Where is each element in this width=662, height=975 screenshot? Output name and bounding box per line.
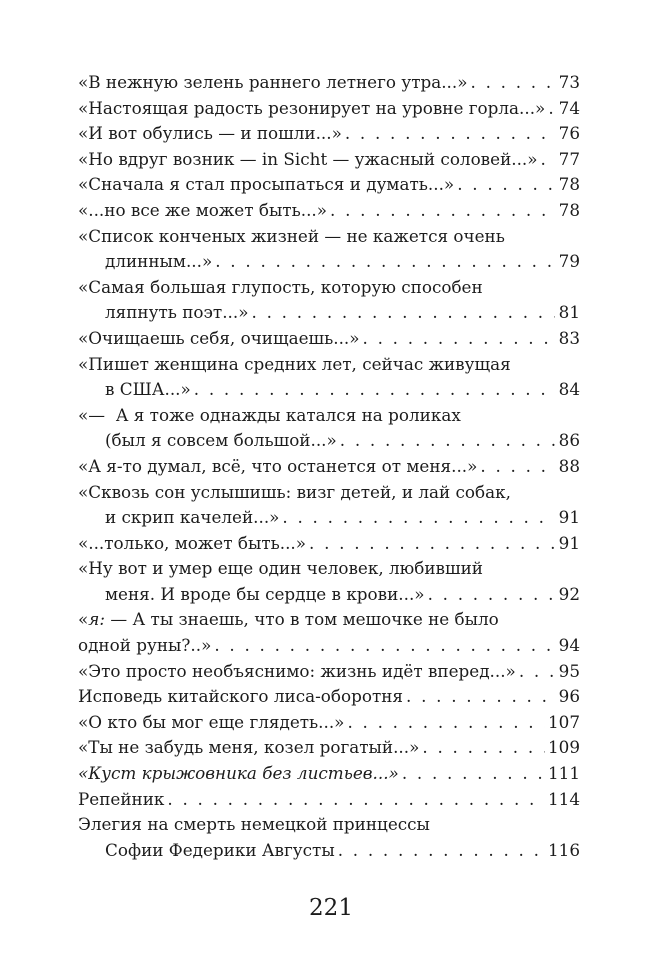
dot-leader — [548, 96, 555, 122]
dot-leader — [215, 249, 555, 275]
toc-entry — [78, 172, 580, 198]
dot-leader — [428, 582, 555, 608]
entry-title: Репейник — [78, 788, 165, 809]
toc-entry — [78, 121, 580, 147]
entry-title: «Список конченых жизней — не кажется очень — [78, 225, 505, 246]
entry-title: «Сначала я стал просыпаться и думать...» — [78, 174, 455, 195]
table-of-contents — [78, 70, 580, 863]
page-number: 91 — [558, 532, 580, 553]
dot-leader — [309, 531, 555, 557]
entry-title: «...только, может быть...» — [78, 532, 307, 553]
toc-entry — [78, 710, 580, 736]
page-number: 78 — [558, 174, 580, 195]
entry-title-continued: ляпнуть поэт...» — [105, 302, 249, 323]
page-number: 94 — [558, 635, 580, 656]
dot-leader — [194, 377, 555, 403]
toc-entry — [78, 147, 580, 173]
entry-title-continued: длинным...» — [105, 251, 213, 272]
dot-leader — [330, 198, 555, 224]
entry-title: «Ты не забудь меня, козел рогатый...» — [78, 737, 420, 758]
entry-title-text: — А ты знаешь, что в том мешочке не было — [105, 609, 499, 630]
toc-entry — [78, 352, 580, 403]
toc-entry — [78, 531, 580, 557]
dot-leader — [402, 761, 545, 787]
entry-title: «Но вдруг возник — in Sicht — ужасный соловей...» — [78, 148, 538, 169]
page-number: 84 — [558, 379, 580, 400]
toc-entry — [78, 787, 580, 813]
entry-prefix: « — [78, 609, 89, 630]
dot-leader — [252, 300, 556, 326]
toc-entry — [78, 761, 580, 787]
entry-title-continued: Софии Федерики Августы — [105, 839, 335, 860]
toc-entry — [78, 326, 580, 352]
dot-leader — [519, 659, 555, 685]
entry-title-continued: меня. И вроде бы сердце в крови...» — [105, 583, 425, 604]
entry-title: «И вот обулись — и пошли...» — [78, 123, 342, 144]
dot-leader — [347, 710, 545, 736]
toc-entry — [78, 224, 580, 275]
toc-entry — [78, 735, 580, 761]
speaker-italic: я: — [88, 609, 106, 630]
entry-title: «Настоящая радость резонирует на уровне горла...» — [78, 97, 546, 118]
entry-title: «— А я тоже однажды катался на роликах — [78, 404, 461, 425]
entry-title: «В нежную зелень раннего летнего утра...» — [78, 72, 468, 92]
entry-title-continued: и скрип качелей...» — [105, 507, 280, 528]
page-number: 109 — [547, 737, 580, 758]
dot-leader — [340, 428, 555, 454]
page-number: 73 — [558, 72, 580, 92]
entry-title: «А я-то думал, всё, что останется от меня...» — [78, 455, 478, 476]
entry-title: «Это просто необъяснимо: жизнь идёт вперед...» — [78, 660, 516, 681]
dot-leader — [167, 787, 545, 813]
dot-leader — [422, 735, 545, 761]
page-number: 114 — [547, 788, 580, 809]
toc-entry — [78, 96, 580, 122]
dot-leader — [480, 454, 555, 480]
page-number: 111 — [547, 763, 580, 784]
toc-entry — [78, 403, 580, 454]
dot-leader — [345, 121, 555, 147]
dot-leader — [471, 70, 556, 96]
entry-title-italic: «Куст крыжовника без листьев...» — [78, 763, 399, 784]
entry-title: Элегия на смерть немецкой принцессы — [78, 814, 430, 835]
toc-entry — [78, 480, 580, 531]
dot-leader — [457, 172, 555, 198]
entry-title: «Пишет женщина средних лет, сейчас живущая — [78, 353, 511, 374]
dot-leader — [214, 633, 555, 659]
page-number: 92 — [558, 583, 580, 604]
entry-title — [78, 607, 499, 633]
entry-title-continued: одной руны?..» — [78, 635, 212, 656]
entry-title-continued: в США...» — [105, 379, 191, 400]
page-number: 79 — [558, 251, 580, 272]
toc-entry — [78, 659, 580, 685]
page-number: 76 — [558, 123, 580, 144]
entry-title: «...но все же может быть...» — [78, 199, 327, 220]
page-number: 116 — [547, 839, 580, 860]
dot-leader — [406, 684, 555, 710]
entry-title: Исповедь китайского лиса-оборотня — [78, 686, 403, 707]
toc-entry — [78, 556, 580, 607]
page-number: 74 — [558, 97, 580, 118]
toc-entry — [78, 607, 580, 658]
page-number: 78 — [558, 199, 580, 220]
page-number: 88 — [558, 455, 580, 476]
page-number: 107 — [547, 711, 580, 732]
page-number: 81 — [558, 302, 580, 323]
entry-title: «Очищаешь себя, очищаешь...» — [78, 327, 360, 348]
dot-leader — [338, 838, 545, 864]
entry-title: «Сквозь сон услышишь: визг детей, и лай собак, — [78, 481, 511, 502]
entry-title: «Ну вот и умер еще один человек, любивший — [78, 558, 483, 579]
toc-entry — [78, 812, 580, 863]
page-number: 83 — [558, 327, 580, 348]
toc-entry — [78, 70, 580, 96]
page-number: 91 — [558, 507, 580, 528]
toc-entry — [78, 275, 580, 326]
dot-leader — [282, 505, 555, 531]
dot-leader — [363, 326, 555, 352]
page-number: 77 — [558, 148, 580, 169]
toc-entry — [78, 198, 580, 224]
toc-entry — [78, 684, 580, 710]
entry-title: «Самая большая глупость, которую способен — [78, 276, 483, 297]
page-number: 96 — [558, 686, 580, 707]
entry-title-continued: (был я совсем большой...» — [105, 430, 337, 451]
dot-leader — [541, 147, 555, 173]
toc-entry — [78, 454, 580, 480]
page-folio-number: 221 — [309, 895, 353, 921]
page-number: 86 — [558, 430, 580, 451]
entry-title: «О кто бы мог еще глядеть...» — [78, 711, 345, 732]
page-number: 95 — [558, 660, 580, 681]
